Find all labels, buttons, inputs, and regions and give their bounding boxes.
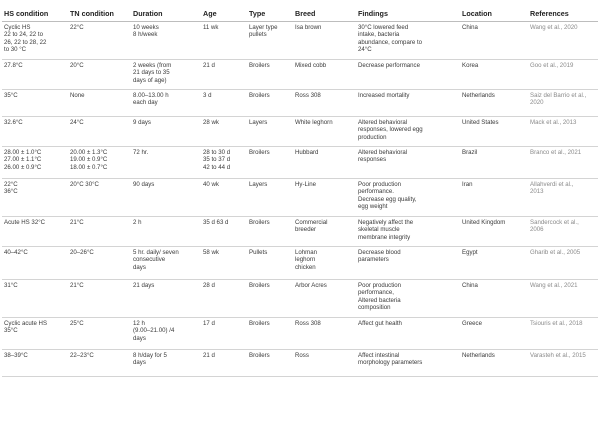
cell-location: Iran [460, 179, 528, 217]
table-row [2, 147, 598, 179]
heat-stress-table [2, 2, 598, 377]
cell-reference: Tsiouris et al., 2018 [528, 318, 598, 350]
table-row [2, 90, 598, 117]
cell-findings: Altered behavioral responses [356, 147, 460, 179]
cell-breed: Lohman leghorn chicken [293, 247, 356, 280]
header-location: Location [460, 2, 528, 22]
cell-breed: Arbor Acres [293, 280, 356, 318]
header-findings: Findings [356, 2, 460, 22]
cell-type: Broilers [247, 217, 293, 247]
cell-location: Korea [460, 60, 528, 90]
cell-type: Broilers [247, 60, 293, 90]
cell-reference: Allahverdi et al., 2013 [528, 179, 598, 217]
cell-tn-condition: 24°C [68, 117, 131, 147]
cell-age: 35 d 63 d [201, 217, 247, 247]
cell-tn-condition: None [68, 90, 131, 117]
cell-age: 40 wk [201, 179, 247, 217]
cell-age: 21 d [201, 60, 247, 90]
cell-reference: Goo et al., 2019 [528, 60, 598, 90]
cell-duration: 90 days [131, 179, 201, 217]
cell-location: United Kingdom [460, 217, 528, 247]
table-row [2, 350, 598, 377]
cell-tn-condition: 20°C [68, 60, 131, 90]
cell-tn-condition: 20°C 30°C [68, 179, 131, 217]
cell-duration: 5 hr. daily/ seven consecutive days [131, 247, 201, 280]
cell-findings: Decrease blood parameters [356, 247, 460, 280]
cell-type: Layers [247, 117, 293, 147]
cell-hs-condition: 27.8°C [2, 60, 68, 90]
header-duration: Duration [131, 2, 201, 22]
cell-findings: 30°C lowered feed intake, bacteria abundance, compare to 24°C [356, 22, 460, 60]
cell-type: Layer type pullets [247, 22, 293, 60]
cell-reference: Saiz del Barrio et al., 2020 [528, 90, 598, 117]
cell-type: Broilers [247, 280, 293, 318]
cell-duration: 10 weeks 8 h/week [131, 22, 201, 60]
cell-hs-condition: Cyclic HS 22 to 24, 22 to 26, 22 to 28, 22 to 30 °C [2, 22, 68, 60]
cell-breed: Commercial breeder [293, 217, 356, 247]
table-row [2, 179, 598, 217]
table-row [2, 117, 598, 147]
cell-reference: Varasteh et al., 2015 [528, 350, 598, 377]
table-row [2, 60, 598, 90]
cell-breed: White leghorn [293, 117, 356, 147]
cell-hs-condition: Acute HS 32°C [2, 217, 68, 247]
cell-findings: Decrease performance [356, 60, 460, 90]
cell-type: Broilers [247, 318, 293, 350]
header-breed: Breed [293, 2, 356, 22]
cell-hs-condition: 35°C [2, 90, 68, 117]
cell-age: 11 wk [201, 22, 247, 60]
cell-tn-condition: 22°C [68, 22, 131, 60]
cell-age: 3 d [201, 90, 247, 117]
cell-location: China [460, 280, 528, 318]
cell-findings: Negatively affect the skeletal muscle membrane integrity [356, 217, 460, 247]
cell-tn-condition: 22–23°C [68, 350, 131, 377]
cell-age: 28 d [201, 280, 247, 318]
cell-duration: 8.00–13.00 h each day [131, 90, 201, 117]
cell-reference: Branco et al., 2021 [528, 147, 598, 179]
cell-tn-condition: 20–26°C [68, 247, 131, 280]
table-row [2, 22, 598, 60]
header-row [2, 2, 598, 22]
cell-type: Layers [247, 179, 293, 217]
cell-type: Broilers [247, 90, 293, 117]
table-row [2, 217, 598, 247]
cell-findings: Increased mortality [356, 90, 460, 117]
cell-hs-condition: 32.6°C [2, 117, 68, 147]
cell-hs-condition: 38–39°C [2, 350, 68, 377]
header-tn-condition: TN condition [68, 2, 131, 22]
cell-tn-condition: 20.00 ± 1.3°C 19.00 ± 0.9°C 18.00 ± 0.7°C [68, 147, 131, 179]
cell-duration: 72 hr. [131, 147, 201, 179]
cell-findings: Poor production performance, Altered bacteria composition [356, 280, 460, 318]
table-row [2, 247, 598, 280]
cell-reference: Gharib et al., 2005 [528, 247, 598, 280]
header-type: Type [247, 2, 293, 22]
cell-breed: Isa brown [293, 22, 356, 60]
cell-duration: 9 days [131, 117, 201, 147]
cell-hs-condition: 40–42°C [2, 247, 68, 280]
cell-location: Brazil [460, 147, 528, 179]
cell-hs-condition: 28.00 ± 1.0°C 27.00 ± 1.1°C 26.00 ± 0.9°C [2, 147, 68, 179]
cell-location: Netherlands [460, 350, 528, 377]
cell-breed: Mixed cobb [293, 60, 356, 90]
cell-duration: 12 h (9.00–21.00) /4 days [131, 318, 201, 350]
cell-breed: Hubbard [293, 147, 356, 179]
cell-age: 58 wk [201, 247, 247, 280]
cell-age: 28 to 30 d 35 to 37 d 42 to 44 d [201, 147, 247, 179]
cell-location: Netherlands [460, 90, 528, 117]
table-row [2, 280, 598, 318]
cell-duration: 2 weeks (from 21 days to 35 days of age) [131, 60, 201, 90]
cell-type: Pullets [247, 247, 293, 280]
header-age: Age [201, 2, 247, 22]
cell-breed: Ross [293, 350, 356, 377]
cell-breed: Ross 308 [293, 90, 356, 117]
cell-age: 17 d [201, 318, 247, 350]
cell-tn-condition: 21°C [68, 217, 131, 247]
header-hs-condition: HS condition [2, 2, 68, 22]
cell-findings: Affect gut health [356, 318, 460, 350]
cell-location: Greece [460, 318, 528, 350]
cell-type: Broilers [247, 350, 293, 377]
cell-location: United States [460, 117, 528, 147]
cell-reference: Wang et al., 2020 [528, 22, 598, 60]
cell-hs-condition: Cyclic acute HS 35°C [2, 318, 68, 350]
cell-tn-condition: 25°C [68, 318, 131, 350]
cell-reference: Mack et al., 2013 [528, 117, 598, 147]
cell-reference: Wang et al., 2021 [528, 280, 598, 318]
cell-findings: Poor production performance. Decrease egg quality, egg weight [356, 179, 460, 217]
cell-hs-condition: 22°C 36°C [2, 179, 68, 217]
cell-location: Egypt [460, 247, 528, 280]
cell-breed: Ross 308 [293, 318, 356, 350]
cell-tn-condition: 21°C [68, 280, 131, 318]
cell-duration: 2 h [131, 217, 201, 247]
cell-duration: 21 days [131, 280, 201, 318]
cell-location: China [460, 22, 528, 60]
header-references: References [528, 2, 598, 22]
cell-type: Broilers [247, 147, 293, 179]
cell-breed: Hy-Line [293, 179, 356, 217]
cell-findings: Altered behavioral responses, lowered egg production [356, 117, 460, 147]
cell-reference: Sandercock et al., 2006 [528, 217, 598, 247]
cell-hs-condition: 31°C [2, 280, 68, 318]
cell-age: 21 d [201, 350, 247, 377]
table-row [2, 318, 598, 350]
cell-findings: Affect intestinal morphology parameters [356, 350, 460, 377]
cell-age: 28 wk [201, 117, 247, 147]
cell-duration: 8 h/day for 5 days [131, 350, 201, 377]
